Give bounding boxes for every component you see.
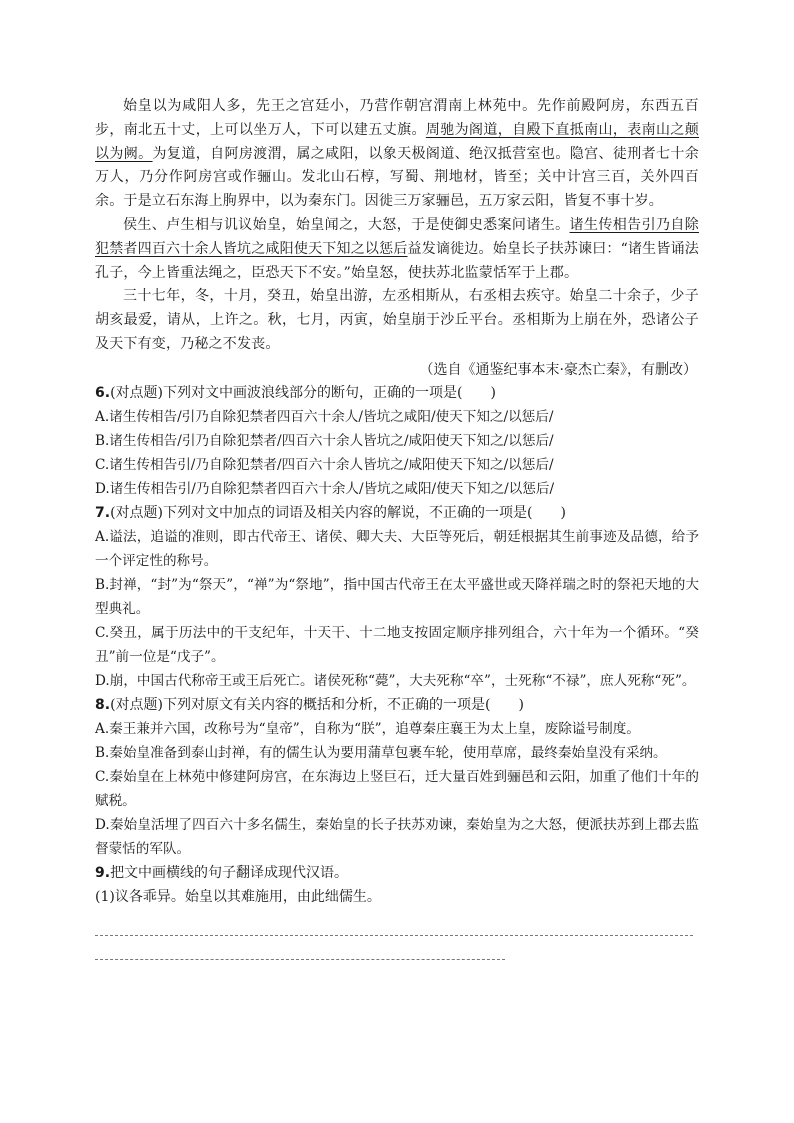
option-8b[interactable]: B.秦始皇准备到泰山封禅，有的儒生认为要用蒲草包裹车轮，使用草席，最终秦始皇没有采纳。 bbox=[95, 744, 667, 761]
passage-paragraph-2 bbox=[95, 214, 699, 285]
option-7d[interactable]: D.崩，中国古代称帝王或王后死亡。诸侯死称“薨”，大夫死称“卒”，士死称“不禄”，庶人死称“死”。 bbox=[95, 672, 696, 689]
question-number: 9. bbox=[95, 864, 111, 881]
wavy-underlined-sentence: 诸生传相告引乃自除犯禁者四百六十余人皆坑之咸阳使天下知之以惩后 bbox=[95, 216, 699, 257]
passage-text: 侯生、卢生相与讥议始皇，始皇闻之，大怒，于是使御史悉案问诸生。 bbox=[123, 216, 570, 233]
passage-paragraph-3: 三十七年，冬，十月，癸丑，始皇出游，左丞相斯从，右丞相去疾守。始皇二十余子，少子胡亥最爱，请从，上许之。秋，七月，丙寅，始皇崩于沙丘平台。丞相斯为上崩在外，恐诸公子及天下有变，乃秘之不发丧。 bbox=[95, 288, 699, 352]
passage-paragraph-1 bbox=[95, 95, 699, 214]
option-8a[interactable]: A.秦王兼并六国，改称号为“皇帝”，自称为“朕”，追尊秦庄襄王为太上皇，废除谥号制度。 bbox=[95, 720, 640, 737]
option-7b[interactable]: B.封禅，“封”为“祭天”，“禅”为“祭地”，指中国古代帝王在太平盛世或天降祥瑞之时的祭祀天地的大型典礼。 bbox=[95, 576, 699, 617]
document-page bbox=[95, 95, 699, 960]
answer-line[interactable] bbox=[95, 935, 693, 936]
option-6d[interactable]: D.诸生传相告引/乃自除犯禁者四百六十余人/皆坑之咸阳/使天下知之/以惩后/ bbox=[95, 480, 555, 497]
question-7 bbox=[95, 501, 699, 525]
option-8c[interactable]: C.秦始皇在上林苑中修建阿房宫，在东海边上竖巨石，迁大量百姓到骊邑和云阳，加重了他们十年的赋税。 bbox=[95, 768, 699, 809]
question-number: 6. bbox=[95, 384, 111, 401]
option-8d[interactable]: D.秦始皇活埋了四百六十多名儒生，秦始皇的长子扶苏劝谏，秦始皇为之大怒，便派扶苏到上郡去监督蒙恬的军队。 bbox=[95, 816, 699, 857]
passage-text: 为复道，自阿房渡渭，属之咸阳，以象天极阁道、绝汉抵营室也。隐宫、徒刑者七十余万人，乃分作阿房宫或作骊山。发北山石椁，写蜀、荆地材，皆至；关中计宫三百，关外四百余。于是立石东海上朐界中，以为秦东门。因徙三万家骊邑，五万家云阳，皆复不事十岁。 bbox=[95, 145, 699, 210]
question-9-sub-1: (1)议各乖异。始皇以其难施用，由此绌儒生。 bbox=[95, 888, 381, 905]
answer-line[interactable] bbox=[95, 959, 505, 960]
question-8 bbox=[95, 693, 699, 717]
option-6a[interactable]: A.诸生传相告/引乃自除犯禁者四百六十余人/皆坑之咸阳/使天下知之/以惩后/ bbox=[95, 408, 554, 425]
question-stem: (对点题)下列对原文有关内容的概括和分析，不正确的一项是( ) bbox=[110, 696, 524, 713]
option-7a[interactable]: A.谥法，追谥的准则，即古代帝王、诸侯、卿大夫、大臣等死后，朝廷根据其生前事迹及品德，给予一个评定性的称号。 bbox=[95, 528, 699, 569]
underlined-sentence: 表南山之颠以为阙。 bbox=[95, 121, 699, 162]
underlined-sentence: 周驰为阁道，自殿下直抵南山， bbox=[425, 121, 628, 138]
passage-text: 益发谪徙边。始皇长子扶苏谏曰：“诸生皆诵法孔子，今上皆重法绳之，臣恐天下不安。”始皇怒，使扶苏北监蒙恬军于上郡。 bbox=[95, 240, 699, 281]
option-7c[interactable]: C.癸丑，属于历法中的干支纪年，十天干、十二地支按固定顺序排列组合，六十年为一个循环。“癸丑”前一位是“戊子”。 bbox=[95, 624, 699, 665]
passage-source: （选自《通鉴纪事本末·豪杰亡秦》，有删改） bbox=[419, 361, 697, 378]
question-6 bbox=[95, 381, 699, 405]
question-stem: (对点题)下列对文中加点的词语及相关内容的解说，不正确的一项是( ) bbox=[110, 504, 566, 521]
question-number: 8. bbox=[95, 696, 111, 713]
option-6c[interactable]: C.诸生传相告引/乃自除犯禁者/四百六十余人皆坑之/咸阳使天下知之/以惩后/ bbox=[95, 456, 554, 473]
passage-text: 始皇以为咸阳人多，先王之宫廷小，乃营作朝宫渭南上林苑中。先作前殿阿房，东西五百步，南北五十丈，上可以坐万人，下可以建五丈旗。 bbox=[95, 98, 699, 138]
question-number: 7. bbox=[95, 504, 111, 521]
question-9 bbox=[95, 861, 699, 885]
question-stem: 把文中画横线的句子翻译成现代汉语。 bbox=[110, 864, 349, 881]
option-6b[interactable]: B.诸生传相告/引乃自除犯禁者/四百六十余人皆坑之/咸阳使天下知之/以惩后/ bbox=[95, 432, 554, 449]
question-stem: (对点题)下列对文中画波浪线部分的断句，正确的一项是( ) bbox=[110, 384, 496, 401]
